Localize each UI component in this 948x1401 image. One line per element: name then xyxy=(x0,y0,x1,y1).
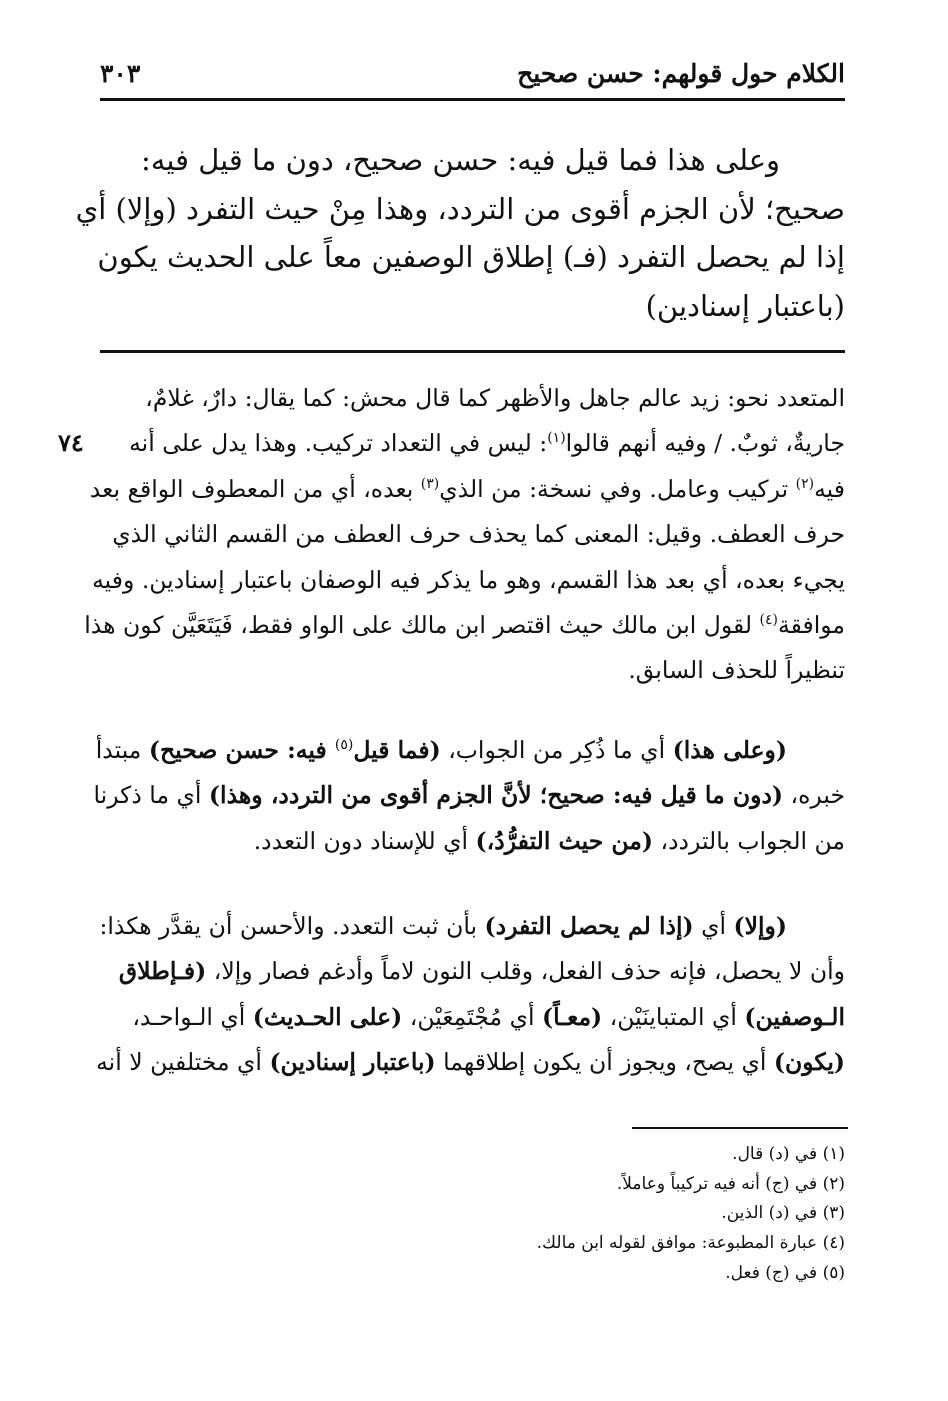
footnote-marker: (١) xyxy=(547,430,566,447)
main-text-line: صحيح؛ لأن الجزم أقوى من التردد، وهذا مِنْ حيث التفرد (وإلا) أي xyxy=(75,191,845,226)
text-run: أي الـواحـد، xyxy=(132,1002,253,1031)
quoted-text: (على الحـديث) xyxy=(252,1002,403,1031)
quoted-text: الـوصفين) xyxy=(744,1002,845,1031)
text-run: لقول ابن مالك حيث اقتصر ابن مالك على الواو فقط، فَيَتَعَيَّن كون هذا xyxy=(84,611,760,640)
main-text-line: إذا لم يحصل التفرد (فـ) إطلاق الوصفين معاً على الحديث يكون xyxy=(97,240,845,275)
commentary-line xyxy=(89,467,845,512)
commentary-block-2 xyxy=(93,728,845,864)
header-rule xyxy=(100,98,845,101)
footnote-separator xyxy=(632,1127,848,1129)
footnotes xyxy=(300,1140,845,1289)
text-run: أي ما ذكرنا xyxy=(93,781,209,810)
text-run: أي مُجْتَمِعَيْن، xyxy=(402,1002,542,1031)
text-run: مبتدأ xyxy=(95,736,149,764)
page-number: ٣٠٣ xyxy=(100,59,141,88)
footnote-marker: (٢) xyxy=(795,475,815,492)
main-text xyxy=(75,136,845,330)
commentary-block-3 xyxy=(96,904,845,1086)
commentary-line xyxy=(104,819,845,864)
text-run: : ليس في التعداد تركيب. وهذا يدل على أنه xyxy=(129,429,548,458)
commentary-line xyxy=(104,995,845,1040)
commentary-line xyxy=(99,904,845,949)
quoted-text: (من حيث التفرُّدُ،) xyxy=(475,826,654,855)
text-run: وأن لا يحصل، فإنه حذف الفعل، وقلب النون لاماً وأدغم فصار وإلا، xyxy=(206,957,845,986)
main-text-line: (باعتبار إسنادين) xyxy=(645,288,845,323)
running-head: الكلام حول قولهم: حسن صحيح xyxy=(517,59,845,88)
text-run: موافقة xyxy=(778,611,845,640)
commentary-line: تنظيراً للحذف السابق. xyxy=(628,656,845,685)
footnote-marker: (٥) xyxy=(334,737,354,754)
quoted-text: (دون ما قيل فيه: صحيح؛ لأنَّ الجزم أقوى من التردد، وهذا) xyxy=(208,781,784,810)
text-run: أي المتباينَيْن، xyxy=(602,1002,745,1031)
commentary-line: المتعدد نحو: زيد عالم جاهل والأظهر كما قال محش: كما يقال: دارٌ، غلامٌ، xyxy=(145,384,845,412)
footnote-marker: (٤) xyxy=(759,612,779,629)
text-run: بعده، أي من المعطوف الواقع بعد xyxy=(89,474,421,503)
text-run: أي للإسناد دون التعدد. xyxy=(253,826,476,855)
commentary-line: حرف العطف. وقيل: المعنى كما يحذف حرف العطف من القسم الثاني الذي xyxy=(112,520,845,549)
commentary-line xyxy=(104,421,845,466)
commentary-line xyxy=(104,949,845,994)
quoted-text: فيه: حسن صحيح) xyxy=(148,736,335,764)
quoted-text: (وعلى هذا) xyxy=(672,736,787,764)
text-run: خبره، xyxy=(783,781,845,810)
quoted-text: (باعتبار إسنادين) xyxy=(269,1048,436,1077)
quoted-text: (إذا لم يحصل التفرد) xyxy=(484,912,694,940)
text-run: أي يصح، ويجوز أن يكون إطلاقهما xyxy=(435,1048,774,1077)
quoted-text: (وإلا) xyxy=(733,912,787,940)
margin-page-number: ٧٤ xyxy=(58,428,84,457)
text-run: تركيب وعامل. وفي نسخة: من الذي xyxy=(439,474,796,503)
text-run: فيه xyxy=(814,474,845,503)
text-run: أي ما ذُكِر من الجواب، xyxy=(440,736,673,764)
quoted-text: (يكون) xyxy=(773,1048,845,1077)
commentary-line xyxy=(96,1040,845,1085)
text-run: جاريةٌ، ثوبٌ. / وفيه أنهم قالوا xyxy=(565,429,845,458)
footnote: (٥) في (ج) فعل. xyxy=(725,1262,845,1283)
footnote-marker: (٣) xyxy=(420,475,440,492)
footnote: (١) في (د) قال. xyxy=(732,1144,845,1164)
footnote: (٤) عبارة المطبوعة: موافق لقوله ابن مالك. xyxy=(536,1233,845,1254)
commentary-line xyxy=(95,728,845,773)
commentary-line xyxy=(93,773,845,818)
commentary-line xyxy=(84,603,845,648)
text-run: أي xyxy=(693,912,734,940)
quoted-text: (معـاً) xyxy=(541,1002,603,1031)
text-run: أي مختلفين لا أنه xyxy=(96,1048,270,1077)
quoted-text: (فما قيل xyxy=(353,736,441,764)
text-run: من الجواب بالتردد، xyxy=(653,826,845,855)
main-text-line: وعلى هذا فما قيل فيه: حسن صحيح، دون ما قيل فيه: xyxy=(141,143,780,177)
commentary-line: يجيء بعده، أي بعد هذا القسم، وهو ما يذكر فيه الوصفان باعتبار إسنادين. وفيه xyxy=(92,565,845,594)
footnote: (٣) في (د) الذين. xyxy=(721,1203,845,1224)
text-run: بأن ثبت التعدد. والأحسن أن يقدَّر هكذا: xyxy=(99,912,485,940)
commentary-block-1 xyxy=(84,376,845,694)
quoted-text: (فـإطلاق xyxy=(118,957,207,986)
footnote: (٢) في (ج) أنه فيه تركيباً وعاملاً. xyxy=(616,1173,845,1194)
section-rule xyxy=(100,350,845,353)
